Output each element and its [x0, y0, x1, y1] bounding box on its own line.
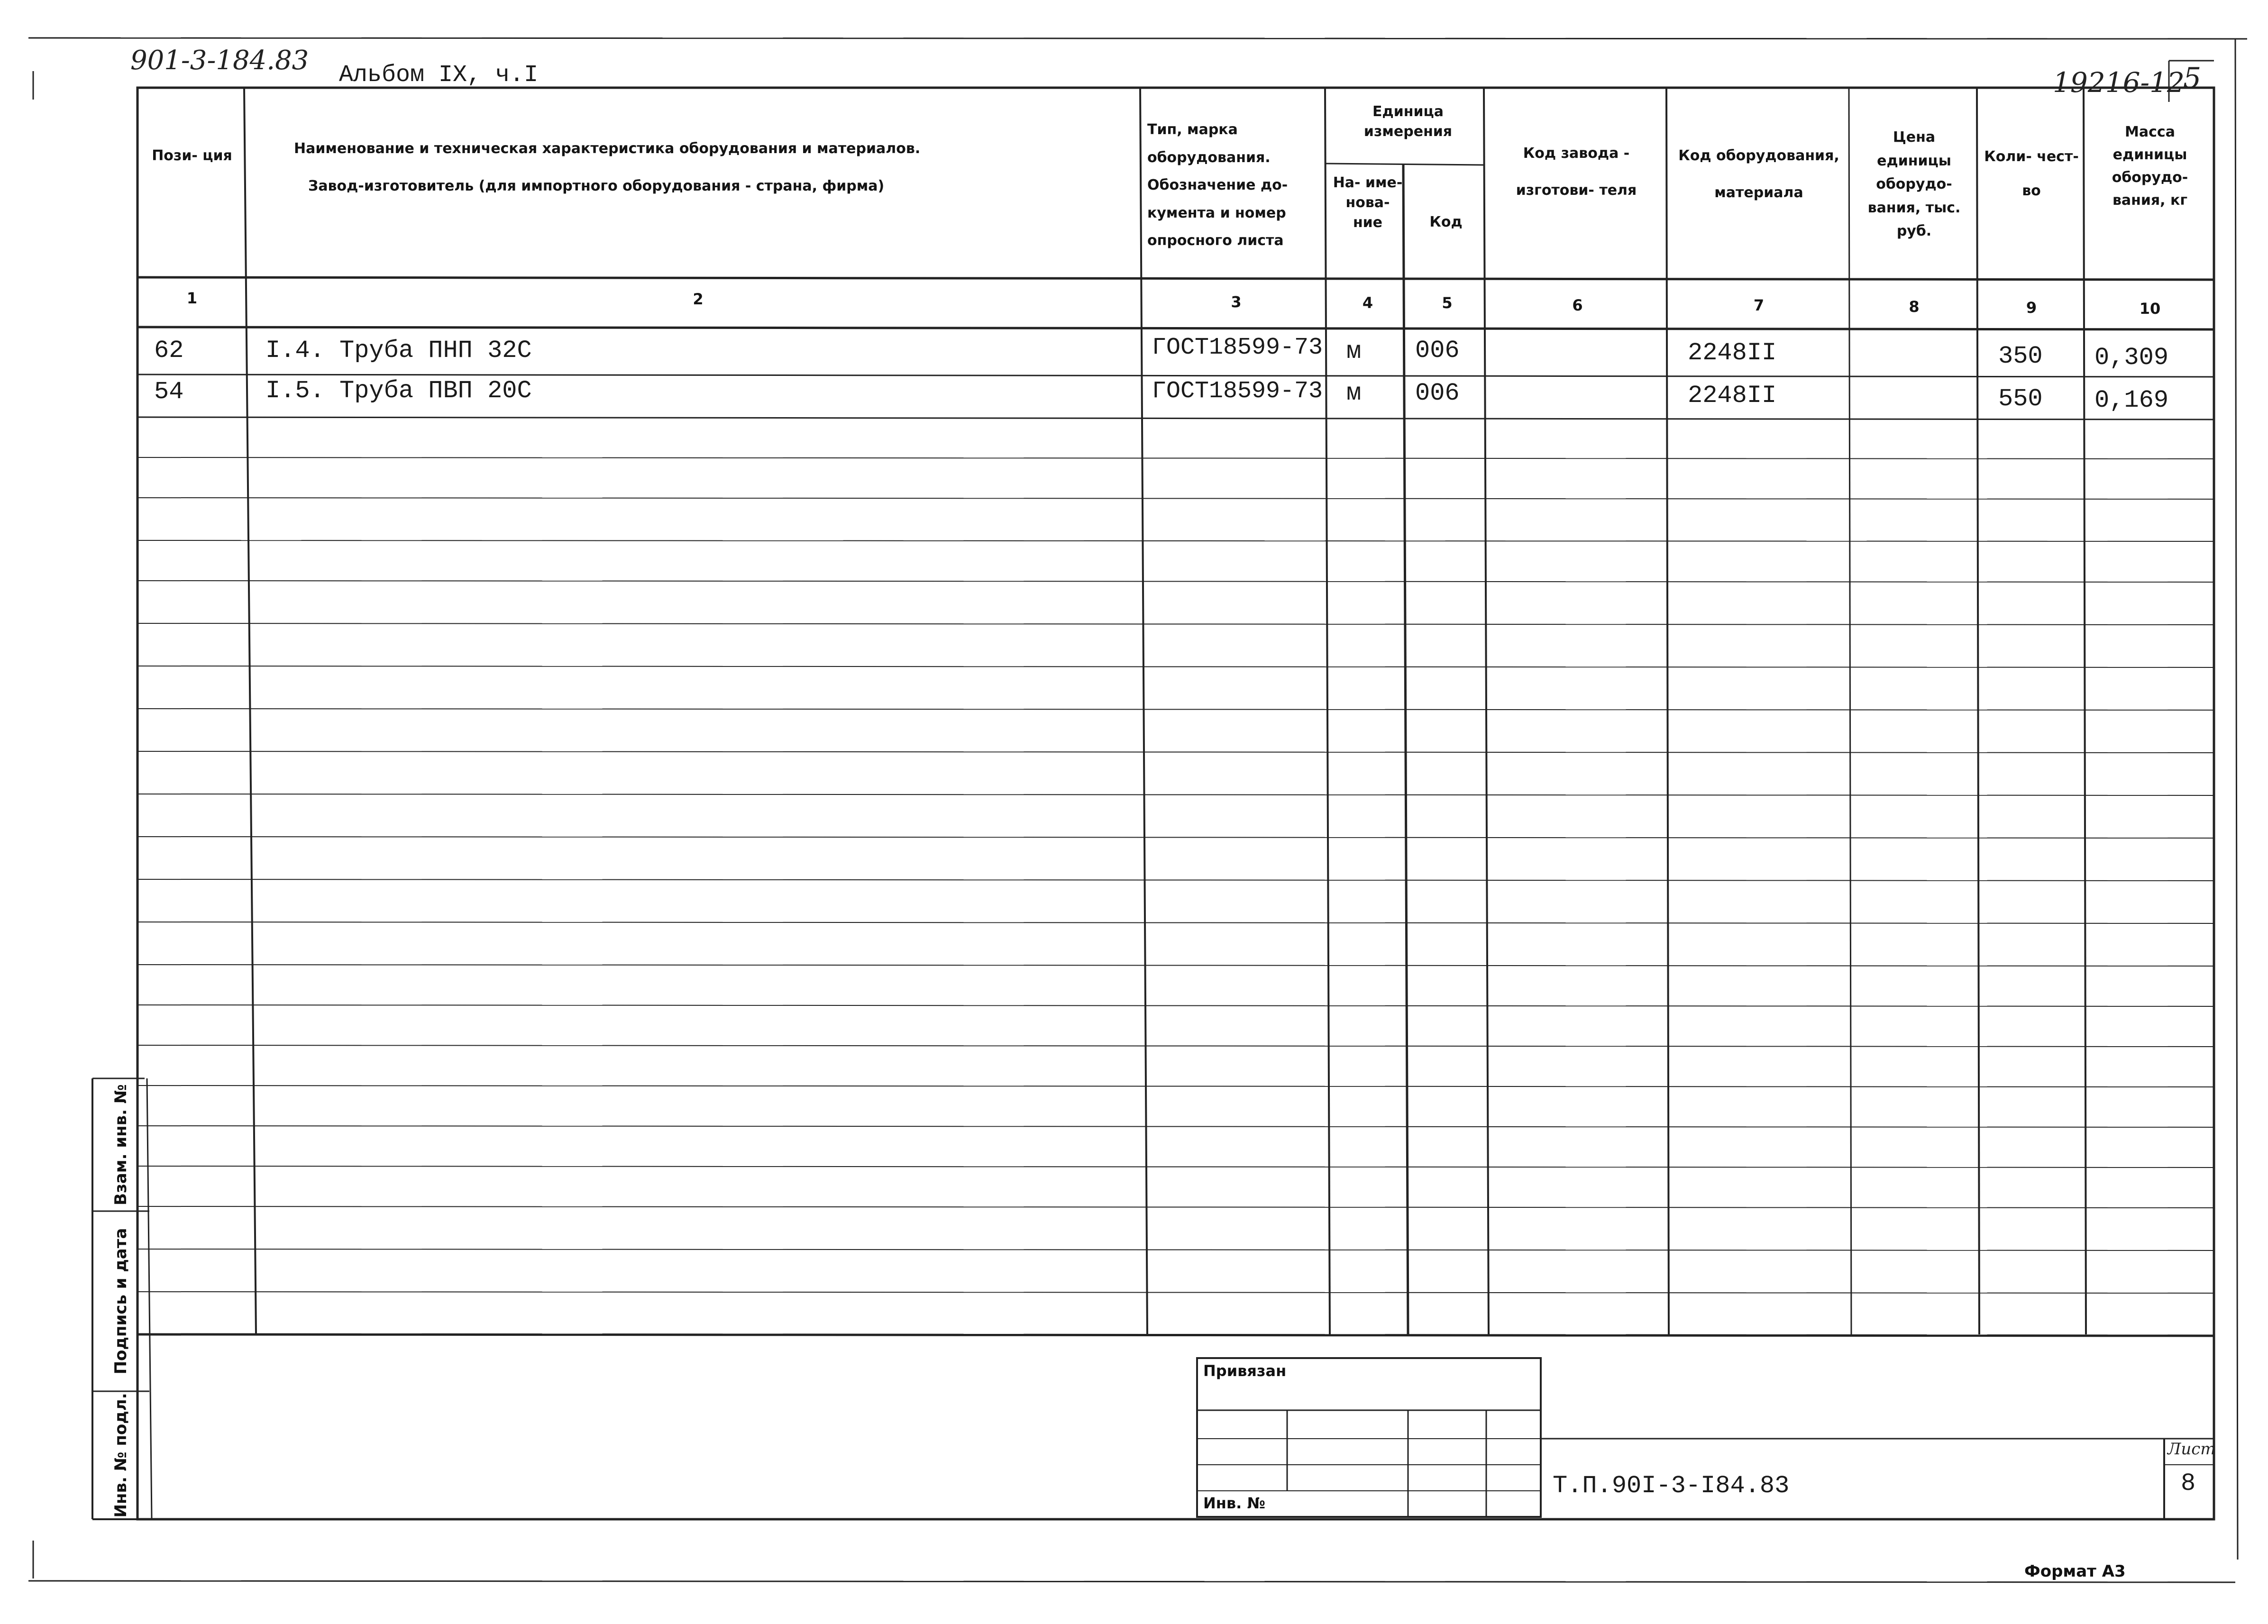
col-num-3: 3	[1231, 293, 1242, 311]
col-num-2: 2	[693, 290, 704, 308]
col-6-header: Код завода - изготови- теля	[1516, 145, 1637, 199]
archive-number: 19216-12	[2053, 66, 2185, 99]
col-1-header: Пози- ция	[152, 147, 232, 164]
album-label: Альбом IX, ч.I	[339, 62, 539, 89]
row-2-type: ГОСТ18599-73	[1152, 378, 1323, 405]
col-num-4: 4	[1362, 294, 1373, 312]
side-stamp-replace-inv-cell	[97, 1078, 145, 1211]
row-1-position: 62	[154, 337, 184, 365]
col-2-header: Наименование и техническая характеристика оборудования и материалов. Завод-изготовитель (для импортного оборудования - страна, фирма)	[294, 140, 921, 194]
row-1-material-code: 2248II	[1688, 339, 1777, 367]
unit-group-header: Единица измерения	[1363, 103, 1453, 140]
doc-number: 901-3-184.83	[130, 45, 309, 76]
row-2-material-code: 2248II	[1688, 382, 1777, 410]
col-num-1: 1	[186, 289, 198, 307]
col-num-7: 7	[1753, 296, 1765, 314]
row-2-quantity: 550	[1998, 385, 2043, 413]
row-2-unit: м	[1346, 379, 1362, 407]
col-3-header: Тип, марка оборудования. Обозначение до- кумента и номер опросного листа	[1147, 121, 1288, 249]
document-designation: Т.П.90I-3-I84.83	[1553, 1472, 1790, 1500]
row-1-mass: 0,309	[2094, 344, 2169, 372]
side-stamp-inv-orig: Инв. № подл.	[111, 1393, 130, 1518]
col-7-header: Код оборудования, материала	[1678, 147, 1839, 201]
side-stamp-inv-orig-cell	[97, 1391, 145, 1519]
row-1-quantity: 350	[1998, 342, 2043, 370]
corner-sheet-number: 5	[2183, 62, 2202, 95]
row-2-mass: 0,169	[2094, 386, 2169, 414]
side-stamp-sign-date-cell	[97, 1211, 145, 1391]
row-1-name: I.4. Труба ПНП 32С	[265, 337, 532, 365]
col-5-header: Код	[1429, 214, 1463, 230]
row-2-code: 006	[1415, 379, 1460, 407]
row-1-code: 006	[1415, 337, 1460, 365]
col-num-8: 8	[1909, 298, 1920, 316]
col-num-6: 6	[1572, 296, 1583, 314]
side-stamp-replace-inv: Взам. инв. №	[111, 1084, 130, 1205]
row-1-type: ГОСТ18599-73	[1152, 334, 1323, 361]
col-8-header: Цена единицы оборудо- вания, тыс. руб.	[1867, 129, 1961, 239]
sheet-number: 8	[2181, 1469, 2196, 1497]
row-2-position: 54	[154, 378, 184, 406]
format-label: Формат А3	[2024, 1562, 2126, 1581]
col-num-9: 9	[2026, 299, 2037, 317]
side-stamp-sign-date: Подпись и дата	[111, 1228, 130, 1375]
col-4-header: На- име- нова- ние	[1333, 174, 1403, 231]
attached-label: Привязан	[1203, 1362, 1287, 1380]
row-1-unit: м	[1346, 338, 1362, 365]
row-2-name: I.5. Труба ПВП 20С	[265, 377, 532, 405]
col-10-header: Масса единицы оборудо- вания, кг	[2112, 124, 2188, 209]
col-9-header: Коли- чест- во	[1984, 148, 2079, 199]
col-num-5: 5	[1442, 294, 1453, 312]
col-num-10: 10	[2139, 300, 2161, 318]
sheet-label: Лист	[2167, 1440, 2216, 1459]
inventory-number-label: Инв. №	[1203, 1494, 1265, 1512]
